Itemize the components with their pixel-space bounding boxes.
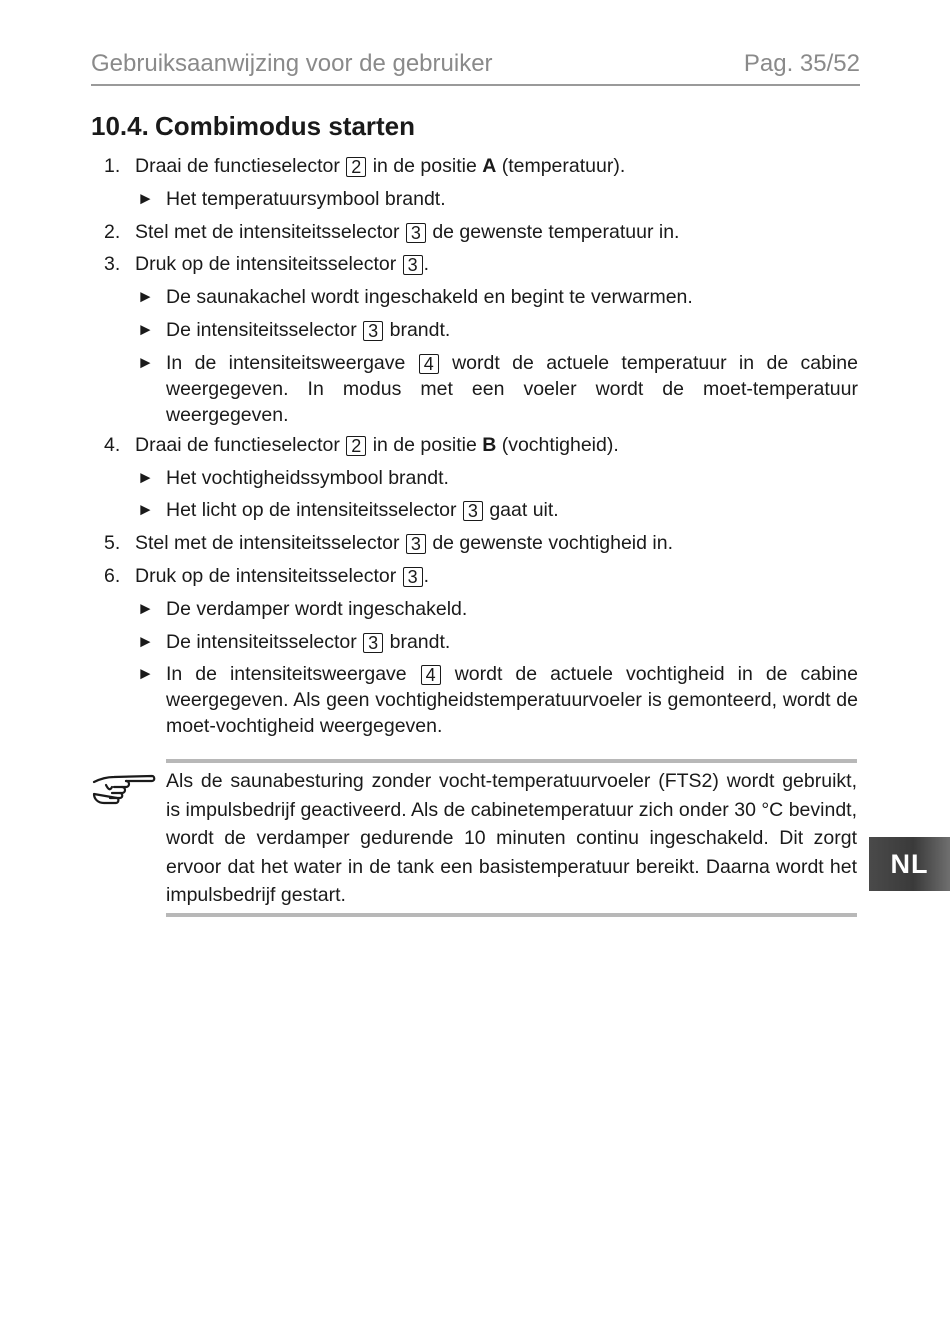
step-text: de gewenste vochtigheid in. [426, 532, 673, 555]
step-number: 2. [104, 220, 121, 243]
section-heading [91, 111, 415, 142]
step-text: Stel met de intensiteitsselector [135, 532, 405, 555]
position-label: B [482, 433, 497, 456]
step-1 [0, 153, 950, 179]
step-number: 4. [104, 433, 121, 456]
step-3 [0, 251, 950, 277]
arrow-icon: ► [137, 319, 154, 339]
result-text: Het temperatuursymbool brandt. [166, 187, 446, 210]
result-text: De verdamper wordt ingeschakeld. [166, 597, 468, 620]
result-text: Het vochtigheidssymbool brandt. [166, 466, 449, 489]
step-text: Stel met de intensiteitsselector [135, 220, 405, 243]
arrow-icon: ► [137, 664, 154, 684]
step-text: . [423, 564, 430, 587]
arrow-icon: ► [137, 467, 154, 487]
arrow-icon: ► [137, 500, 154, 520]
reference-box: 4 [419, 354, 439, 374]
result-text: De saunakachel wordt ingeschakeld en begint te verwarmen. [166, 286, 693, 309]
result-text: Het licht op de intensiteitsselector [166, 499, 462, 522]
step-text: . [423, 253, 430, 276]
step-number: 6. [104, 564, 121, 587]
result-item [0, 596, 950, 622]
document-title: Gebruiksaanwijzing voor de gebruiker [91, 50, 493, 77]
arrow-icon: ► [137, 631, 154, 651]
result-text: brandt. [384, 318, 451, 341]
section-number: 10.4. [91, 111, 149, 141]
arrow-icon: ► [137, 352, 154, 372]
step-text: Draai de functieselector [135, 155, 346, 177]
result-text: De intensiteitsselector [166, 630, 363, 653]
step-text: (temperatuur). [496, 155, 626, 177]
step-text: in de positie [367, 155, 483, 177]
step-2 [0, 219, 950, 245]
result-item [0, 317, 950, 343]
step-number: 5. [104, 532, 121, 555]
result-text: In de intensiteitsweergave [166, 663, 420, 686]
page-header [91, 48, 860, 86]
step-number: 3. [104, 253, 121, 276]
reference-box: 3 [363, 321, 383, 341]
language-tab: NL [869, 837, 950, 891]
result-item [0, 497, 950, 523]
reference-box: 2 [346, 436, 366, 456]
arrow-icon: ► [137, 188, 154, 208]
step-text: Druk op de intensiteitsselector [135, 564, 402, 587]
result-item [0, 350, 950, 428]
result-item [0, 661, 950, 739]
result-text: wordt de actuele vochtigheid in de cabine weergegeven. Als geen vochtigheidstemperatuurvoeler is gemonteerd, wordt de moet-vochtigheid weergegeven. [166, 663, 858, 738]
step-text: in de positie [367, 433, 483, 456]
reference-box: 3 [406, 534, 426, 554]
reference-box: 3 [403, 255, 423, 275]
result-item [0, 284, 950, 310]
step-number: 1. [104, 155, 121, 177]
reference-box: 2 [346, 157, 366, 177]
reference-box: 3 [403, 567, 423, 587]
page-number: Pag. 35/52 [743, 50, 860, 77]
step-text: (vochtigheid). [496, 433, 619, 456]
reference-box: 4 [421, 665, 441, 685]
result-text: De intensiteitsselector [166, 318, 363, 341]
result-item [0, 465, 950, 491]
result-text: In de intensiteitsweergave [166, 351, 418, 374]
note-bottom-divider [166, 913, 857, 917]
arrow-icon: ► [137, 598, 154, 618]
result-item [0, 629, 950, 655]
result-item [0, 186, 950, 212]
step-5 [0, 530, 950, 556]
instruction-list [0, 153, 950, 743]
reference-box: 3 [363, 633, 383, 653]
result-text: gaat uit. [483, 499, 559, 522]
note-top-divider [166, 759, 857, 763]
result-text: brandt. [384, 630, 451, 653]
pointing-hand-icon [92, 771, 156, 805]
reference-box: 3 [406, 223, 426, 243]
step-text: Draai de functieselector [135, 433, 346, 456]
reference-box: 3 [463, 501, 483, 521]
step-text: Druk op de intensiteitsselector [135, 253, 402, 276]
step-4 [0, 432, 950, 458]
section-title: Combimodus starten [155, 111, 416, 141]
result-text: wordt de actuele temperatuur in de cabine weergegeven. In modus met een voeler wordt de moet-temperatuur weergegeven. [166, 351, 858, 426]
position-label: A [482, 155, 497, 177]
step-6 [0, 563, 950, 589]
note-text: Als de saunabesturing zonder vocht-temperatuurvoeler (FTS2) wordt gebruikt, is impulsbedrijf geactiveerd. Als de cabinetemperatuur zich onder 30 °C bevindt, wordt de verdamper gedurende 10 minuten continu ingeschakeld. Dit zorgt ervoor dat het water in de tank een basistemperatuur bereikt. Daarna wordt het impulsbedrijf gestart. [166, 770, 857, 906]
step-text: de gewenste temperatuur in. [426, 220, 680, 243]
arrow-icon: ► [137, 287, 154, 307]
